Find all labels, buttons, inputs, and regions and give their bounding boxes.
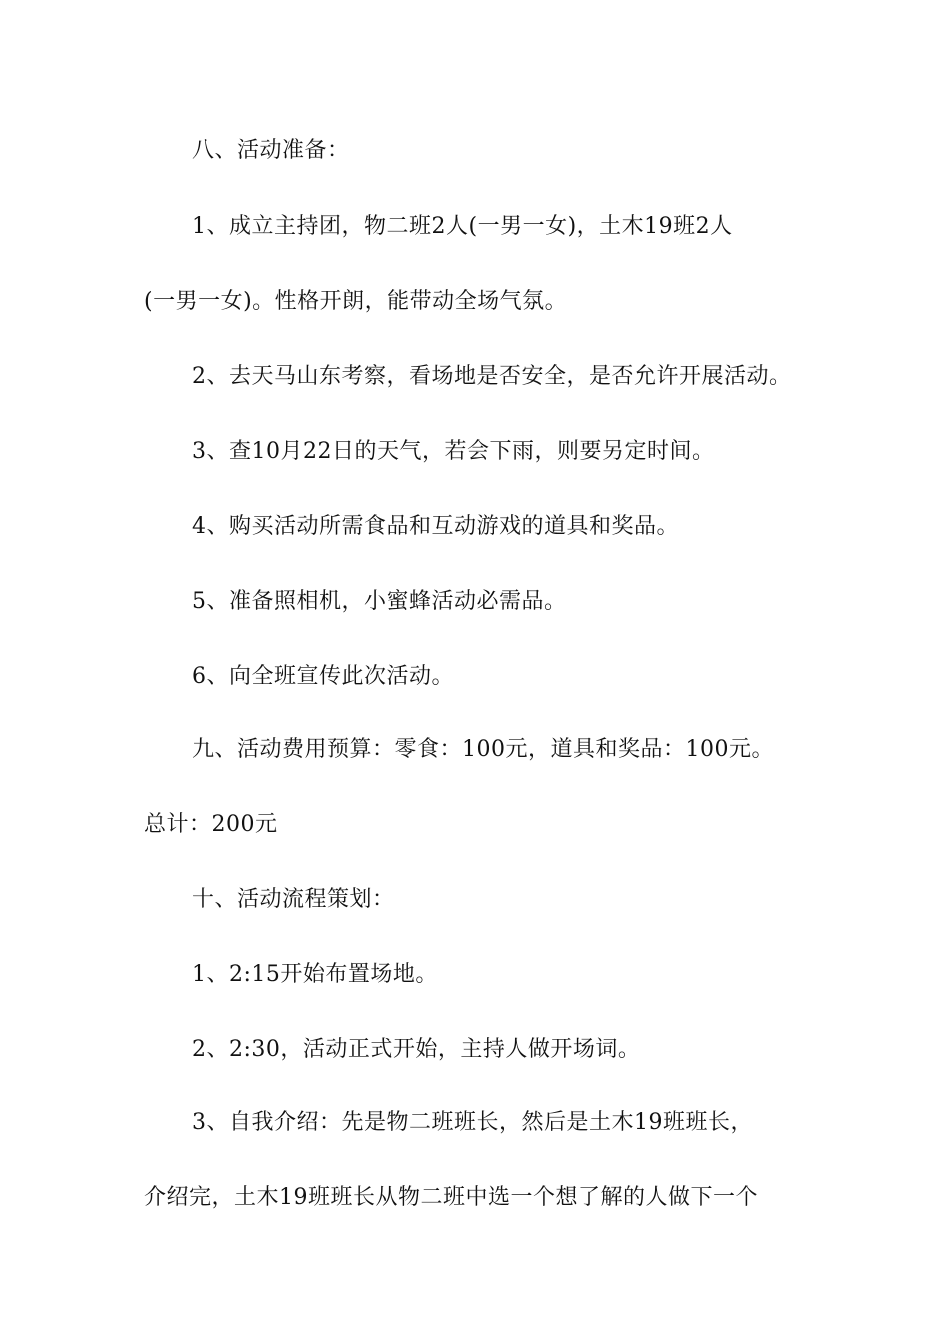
paragraph-line: 2、2:30，活动正式开始，主持人做开场词。 xyxy=(192,1037,641,1062)
paragraph-line: 总计：200元 xyxy=(144,812,278,837)
paragraph-line: 3、查10月22日的天气，若会下雨，则要另定时间。 xyxy=(192,439,715,464)
paragraph-line: (一男一女)。性格开朗，能带动全场气氛。 xyxy=(144,289,568,314)
section-heading-budget: 九、活动费用预算：零食：100元，道具和奖品：100元。 xyxy=(192,737,774,762)
paragraph-line: 3、自我介绍：先是物二班班长，然后是土木19班班长， xyxy=(192,1110,753,1135)
paragraph-line: 6、向全班宣传此次活动。 xyxy=(192,664,454,689)
section-heading-preparation: 八、活动准备： xyxy=(192,138,350,163)
paragraph-line: 5、准备照相机，小蜜蜂活动必需品。 xyxy=(192,589,567,614)
paragraph-line: 1、成立主持团，物二班2人(一男一女)，土木19班2人 xyxy=(192,214,733,239)
paragraph-line: 1、2:15开始布置场地。 xyxy=(192,962,438,987)
section-heading-process: 十、活动流程策划： xyxy=(192,887,395,912)
paragraph-line: 2、去天马山东考察，看场地是否安全，是否允许开展活动。 xyxy=(192,364,792,389)
paragraph-line: 4、购买活动所需食品和互动游戏的道具和奖品。 xyxy=(192,514,679,539)
paragraph-line: 介绍完，土木19班班长从物二班中选一个想了解的人做下一个 xyxy=(144,1185,758,1210)
